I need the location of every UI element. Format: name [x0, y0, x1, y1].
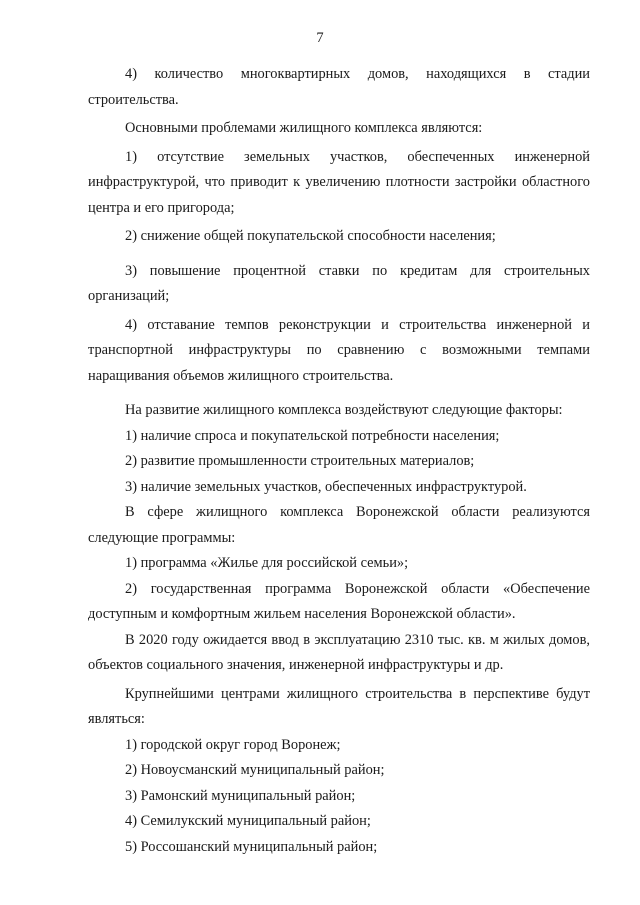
- paragraph-5: 3) повышение процентной ставки по кредитам для строительных организаций;: [88, 262, 590, 304]
- paragraph-15: Крупнейшими центрами жилищного строительства в перспективе будут являться:: [88, 685, 590, 727]
- paragraph-9: 2) развитие промышленности строительных материалов;: [125, 453, 475, 469]
- paragraph-4: 2) снижение общей покупательской способности населения;: [125, 228, 496, 244]
- paragraph-18: 3) Рамонский муниципальный район;: [125, 787, 356, 804]
- paragraph-19: 4) Семилукский муниципальный район;: [125, 813, 371, 829]
- paragraph-11: В сфере жилищного комплекса Воронежской области реализуются следующие программы:: [88, 504, 590, 546]
- paragraph-3: 1) отсутствие земельных участков, обеспеченных инженерной инфраструктурой, что приводит к увеличению плотности застройки областного центра и его пригорода;: [88, 148, 590, 216]
- paragraph-12: 1) программа «Жилье для российской семьи»;: [125, 555, 409, 571]
- paragraph-7: На развитие жилищного комплекса воздействуют следующие факторы:: [125, 402, 563, 418]
- page-number: 7: [316, 30, 324, 46]
- paragraph-16: 1) городской округ город Воронеж;: [125, 736, 341, 753]
- document-body: [88, 62, 590, 860]
- paragraph-6: 4) отставание темпов реконструкции и строительства инженерной и транспортной инфраструктуры по сравнению с возможными темпами наращивания объемов жилищного строительства.: [88, 316, 590, 384]
- paragraph-2: Основными проблемами жилищного комплекса являются:: [125, 120, 483, 136]
- paragraph-13: 2) государственная программа Воронежской области «Обеспечение доступным и комфортным жильем населения Воронежской области».: [88, 580, 590, 622]
- paragraph-20: 5) Россошанский муниципальный район;: [125, 838, 378, 855]
- paragraph-14: В 2020 году ожидается ввод в эксплуатацию 2310 тыс. кв. м жилых домов, объектов социального значения, инженерной инфраструктуры и др.: [88, 631, 590, 673]
- paragraph-8: 1) наличие спроса и покупательской потребности населения;: [125, 427, 500, 444]
- paragraph-1: 4) количество многоквартирных домов, находящихся в стадии строительства.: [88, 66, 590, 108]
- paragraph-17: 2) Новоусманский муниципальный район;: [125, 762, 385, 778]
- paragraph-10: 3) наличие земельных участков, обеспеченных инфраструктурой.: [125, 478, 527, 495]
